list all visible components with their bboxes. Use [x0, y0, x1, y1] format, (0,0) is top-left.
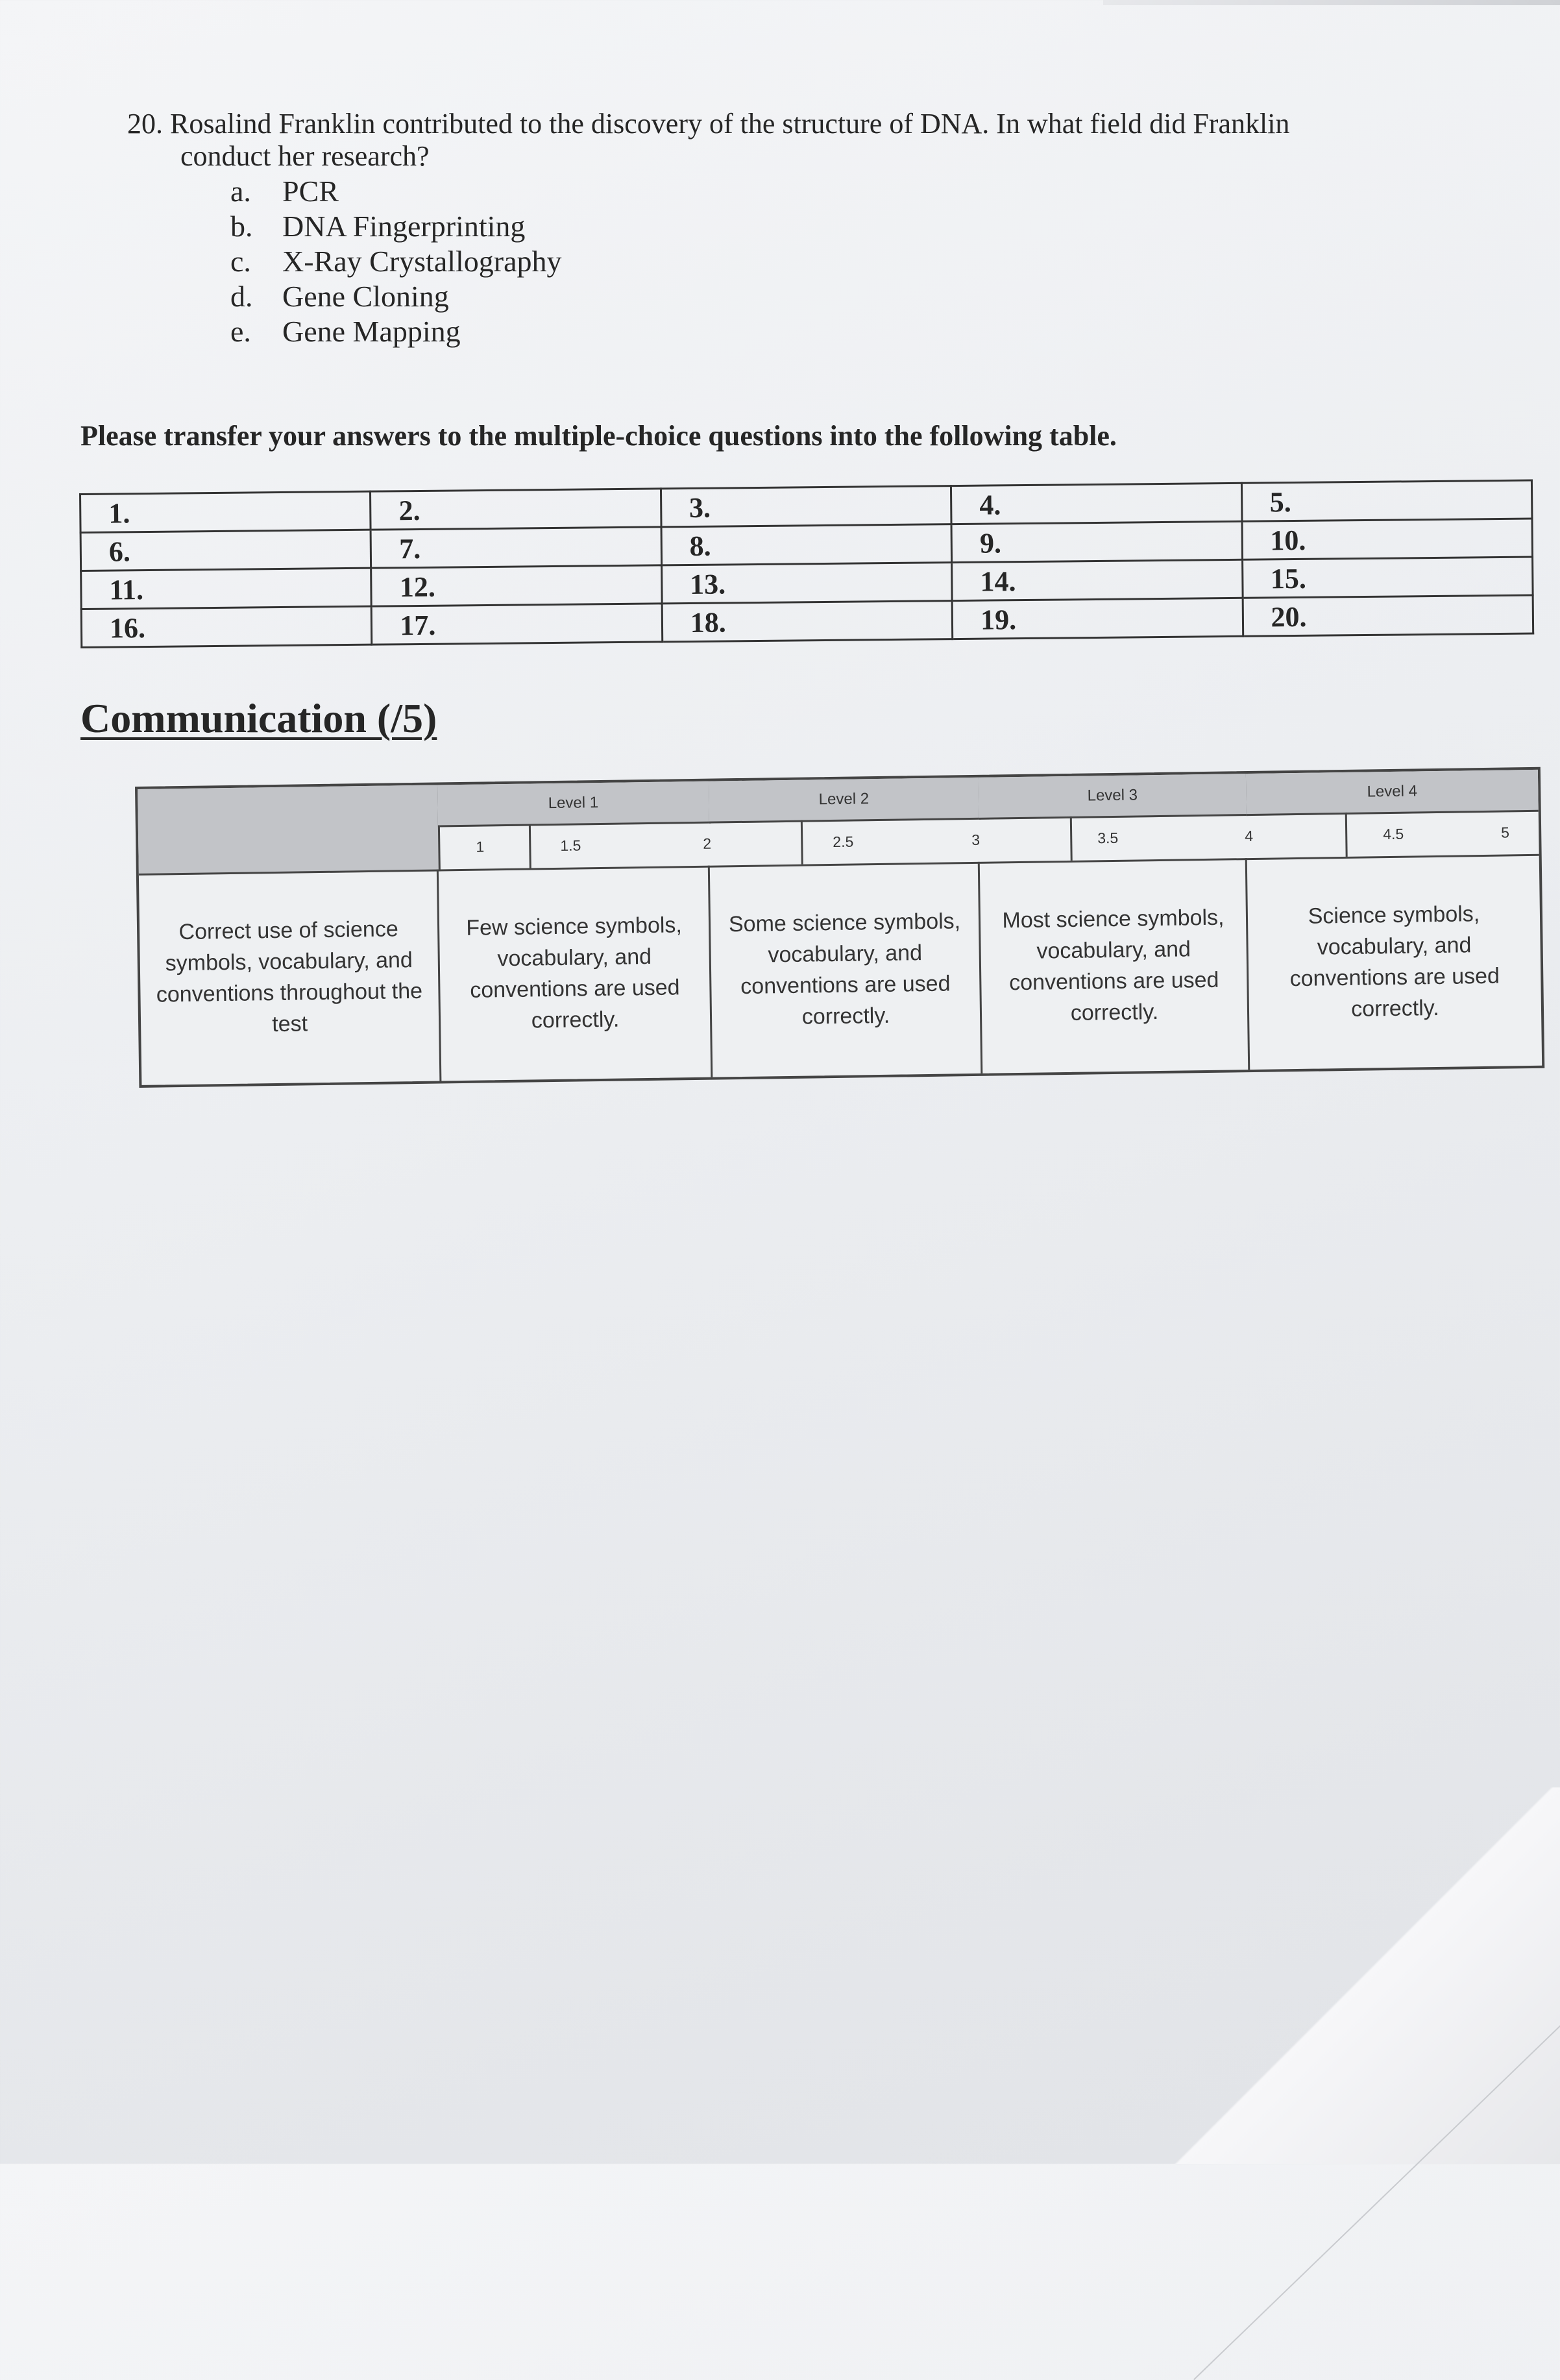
score-label: 3 — [971, 831, 981, 848]
option-text: Gene Mapping — [282, 315, 461, 348]
score-label: 1 — [476, 837, 485, 855]
answer-cell[interactable]: 1. — [80, 491, 371, 532]
score-label: 2.5 — [833, 833, 854, 850]
rubric-level-1: Level 1 — [437, 781, 711, 828]
answer-cell[interactable]: 5. — [1241, 480, 1532, 521]
answer-cell[interactable]: 17. — [372, 604, 663, 644]
answer-cell[interactable]: 3. — [661, 486, 951, 527]
rubric-descriptor-level-2: Some science symbols, vocabulary, and conventions are used correctly. — [710, 862, 983, 1077]
answer-cell[interactable]: 13. — [661, 563, 952, 604]
answer-cell[interactable]: 18. — [662, 601, 953, 642]
answer-transfer-table — [79, 479, 1534, 648]
answer-cell[interactable]: 16. — [81, 606, 372, 647]
question-line1 — [127, 108, 1289, 140]
question-text-line2: conduct her research? — [180, 140, 430, 172]
answer-options — [230, 174, 562, 349]
paper-corner-fold — [1171, 1787, 1560, 2164]
rubric-descriptor-level-4: Science symbols, vocabulary, and conventions are used correctly. — [1289, 902, 1500, 1022]
answer-cell[interactable]: 7. — [371, 527, 661, 568]
answer-cell[interactable]: 11. — [81, 568, 372, 609]
option-text: Gene Cloning — [282, 280, 449, 313]
option-text: PCR — [282, 175, 339, 208]
question-text-line1: Rosalind Franklin contributed to the discovery of the structure of DNA. In what field did Franklin — [170, 108, 1290, 140]
answer-cell[interactable]: 20. — [1243, 595, 1533, 636]
option-a — [230, 174, 562, 209]
question-20 — [127, 108, 1289, 173]
rubric-descriptor-level-3: Most science symbols, vocabulary, and conventions are used correctly. — [980, 858, 1250, 1073]
rubric-header-blank — [138, 785, 441, 875]
option-text: DNA Fingerprinting — [282, 210, 526, 243]
option-d — [230, 279, 562, 314]
option-letter: c. — [230, 245, 251, 278]
option-letter: a. — [230, 175, 251, 208]
answer-cell[interactable]: 19. — [952, 598, 1243, 639]
rubric-level-3: Level 3 — [979, 774, 1249, 820]
option-b — [230, 209, 562, 244]
answer-cell[interactable]: 14. — [952, 559, 1243, 600]
transfer-instruction: Please transfer your answers to the multiple-choice questions into the following table. — [80, 420, 1117, 452]
option-letter: e. — [230, 315, 251, 348]
option-letter: b. — [230, 210, 253, 243]
answer-cell[interactable]: 12. — [371, 565, 662, 606]
option-c — [230, 244, 562, 279]
answer-cell[interactable]: 15. — [1242, 557, 1533, 598]
option-e — [230, 314, 562, 349]
communication-title: Communication (/5) — [80, 695, 437, 741]
answer-cell[interactable]: 2. — [371, 489, 661, 530]
answer-cell[interactable]: 10. — [1242, 519, 1533, 559]
score-label: 1.5 — [560, 836, 581, 854]
answer-cell[interactable]: 4. — [951, 483, 1242, 524]
score-label: 2 — [703, 835, 712, 852]
score-label: 3.5 — [1097, 829, 1119, 846]
score-label: 4.5 — [1383, 825, 1404, 842]
rubric-level-2: Level 2 — [709, 778, 981, 824]
answer-cell[interactable]: 6. — [80, 530, 371, 570]
answer-cell[interactable]: 9. — [951, 521, 1242, 562]
score-label: 5 — [1501, 823, 1510, 841]
paper-edge-strip — [1103, 0, 1560, 5]
rubric-criterion: Correct use of science symbols, vocabulary, and conventions throughout the test — [139, 869, 442, 1085]
question-number: 20. — [127, 108, 163, 140]
rubric-level-4: Level 4 — [1246, 770, 1539, 816]
option-text: X-Ray Crystallography — [282, 245, 562, 278]
option-letter: d. — [230, 280, 253, 313]
answer-cell[interactable]: 8. — [661, 524, 952, 565]
rubric-descriptor-level-1: Few science symbols, vocabulary, and conventions are used correctly. — [439, 866, 713, 1081]
score-label: 4 — [1245, 827, 1254, 844]
communication-rubric — [135, 767, 1544, 1088]
